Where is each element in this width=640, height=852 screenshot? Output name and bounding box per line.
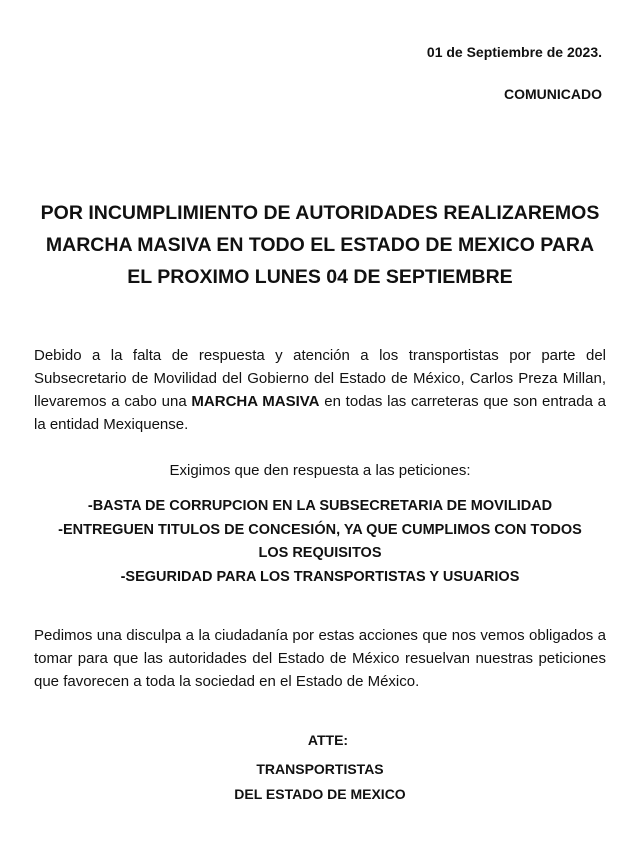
intro-paragraph-start: Debido a la falta de respuesta y atención a los transportistas por parte del Subsecretario de Movilidad del Gobierno del Estado de México, Carlos Preza Millan, llevaremos a cabo una	[34, 347, 606, 410]
demand-item: LOS REQUISITOS	[258, 545, 382, 561]
headline-line: EL PROXIMO LUNES 04 DE SEPTIEMBRE	[127, 266, 513, 288]
signature-line: DEL ESTADO DE MEXICO	[234, 786, 406, 802]
document-date: 01 de Septiembre de 2023.	[426, 44, 602, 60]
intro-paragraph	[34, 344, 606, 436]
signature-atte: ATTE:	[307, 732, 349, 748]
document-type-label: COMUNICADO	[504, 86, 602, 102]
signature-line: TRANSPORTISTAS	[256, 761, 384, 777]
intro-paragraph-bold: MARCHA MASIVA	[191, 393, 320, 410]
demands-intro: Exigimos que den respuesta a las peticiones:	[169, 462, 471, 479]
demand-item: -ENTREGUEN TITULOS DE CONCESIÓN, YA QUE CUMPLIMOS CON TODOS	[58, 521, 582, 538]
headline-line: MARCHA MASIVA EN TODO EL ESTADO DE MEXICO PARA	[45, 234, 595, 256]
headline-line: POR INCUMPLIMIENTO DE AUTORIDADES REALIZAREMOS	[40, 202, 600, 224]
demands-list	[30, 495, 610, 589]
headline	[30, 197, 610, 293]
demand-item: -SEGURIDAD PARA LOS TRANSPORTISTAS Y USUARIOS	[120, 568, 520, 585]
apology-paragraph: Pedimos una disculpa a la ciudadanía por estas acciones que nos vemos obligados a tomar para que las autoridades del Estado de México resuelvan nuestras peticiones que favorecen a toda la sociedad en el Estado de México.	[34, 627, 606, 690]
demand-item: -BASTA DE CORRUPCION EN LA SUBSECRETARIA DE MOVILIDAD	[87, 498, 553, 514]
intro-paragraph-end: en todas las carreteras que son entrada a la entidad Mexiquense.	[34, 393, 606, 433]
